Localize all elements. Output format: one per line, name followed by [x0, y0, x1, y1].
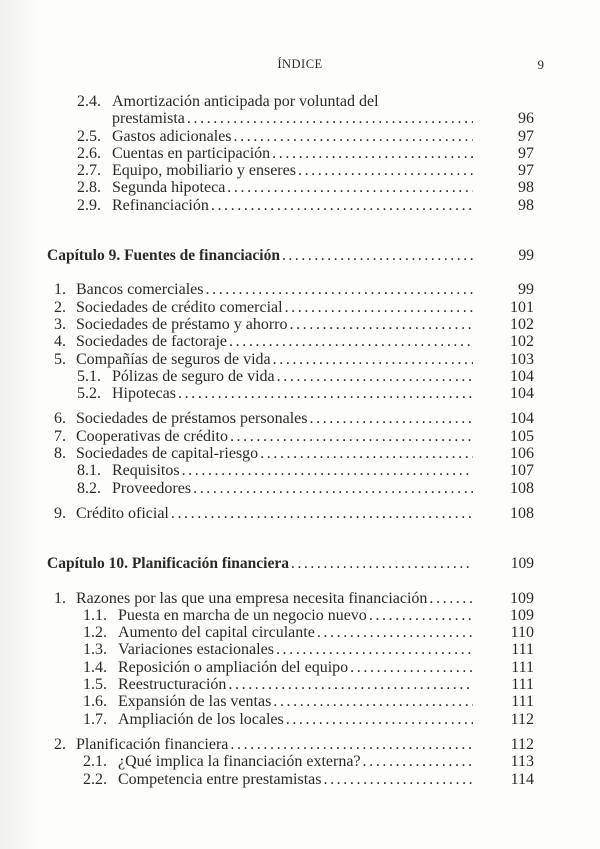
entry-number: 1.5.	[83, 676, 107, 694]
entry-page: 104	[510, 410, 534, 428]
entry-title: Sociedades de factoraje	[76, 333, 228, 351]
entry-page: 98	[518, 179, 534, 197]
page-number: 9	[537, 57, 544, 72]
toc-entry	[47, 624, 534, 641]
entry-number: 2.8.	[77, 179, 101, 197]
entry-number: 7.	[54, 427, 66, 445]
entry-page: 97	[518, 127, 534, 145]
entry-title: Sociedades de préstamo y ahorro	[76, 315, 288, 333]
entry-lead	[47, 333, 473, 350]
entry-page: 105	[510, 427, 534, 445]
entry-page: 109	[510, 589, 534, 607]
chapter-entry	[47, 555, 534, 572]
dot-leader	[307, 410, 473, 427]
entry-lead	[47, 641, 473, 658]
entry-number: 2.6.	[77, 144, 101, 162]
toc-group	[47, 505, 534, 522]
toc-entry	[47, 659, 534, 676]
dot-leader	[284, 711, 473, 728]
entry-page: 111	[511, 676, 534, 694]
dot-leader	[180, 462, 473, 479]
toc-entry	[47, 351, 534, 368]
entry-lead	[47, 351, 473, 368]
entry-title: Expansión de las ventas	[118, 693, 272, 711]
dot-leader	[427, 590, 473, 607]
entry-title: Sociedades de crédito comercial	[76, 298, 283, 316]
entry-number: 6.	[54, 410, 66, 428]
entry-lead	[47, 771, 473, 788]
entry-number: 5.	[54, 350, 66, 368]
entry-lead	[47, 607, 473, 624]
entry-title: Planificación financiera	[76, 735, 229, 753]
toc-entry	[47, 145, 534, 162]
entry-page: 108	[510, 504, 534, 522]
dot-leader	[270, 145, 473, 162]
entry-title: Gastos adicionales	[112, 127, 232, 145]
entry-number: 2.1.	[83, 753, 107, 771]
entry-lead	[47, 445, 473, 462]
toc-entry	[47, 281, 534, 298]
dot-leader	[225, 179, 473, 196]
dot-leader	[315, 624, 473, 641]
entry-lead	[47, 505, 473, 522]
entry-page: 102	[510, 315, 534, 333]
toc-entry	[47, 385, 534, 402]
entry-lead	[47, 480, 473, 497]
entry-page: 106	[510, 445, 534, 463]
entry-title: Crédito oficial	[76, 504, 169, 522]
toc-entry	[47, 505, 534, 522]
entry-title: Cooperativas de crédito	[76, 427, 228, 445]
entry-lead	[47, 428, 473, 445]
toc-entry	[47, 590, 534, 607]
entry-title: Cuentas en participación	[112, 144, 271, 162]
dot-leader	[169, 505, 473, 522]
entry-lead	[47, 693, 473, 710]
entry-number: 2.7.	[77, 162, 101, 180]
toc-entry	[47, 641, 534, 658]
entry-lead	[47, 197, 473, 214]
entry-title: Proveedores	[112, 479, 192, 497]
entry-page: 111	[511, 693, 534, 711]
entry-lead	[47, 128, 473, 145]
entry-lead	[47, 753, 473, 770]
entry-number: 5.1.	[77, 367, 101, 385]
entry-title: Competencia entre prestamistas	[118, 770, 322, 788]
entry-lead	[47, 110, 473, 127]
entry-title: Refinanciación	[112, 196, 209, 214]
entry-page: 114	[510, 770, 534, 788]
dot-leader	[271, 351, 473, 368]
entry-page: 111	[511, 641, 534, 659]
entry-number: 9.	[54, 504, 66, 522]
entry-lead	[47, 659, 473, 676]
entry-page: 111	[511, 658, 534, 676]
entry-title: Hipotecas	[112, 385, 176, 403]
toc-entry	[47, 480, 534, 497]
entry-page: 102	[510, 333, 534, 351]
dot-leader	[271, 693, 473, 710]
entry-page: 99	[518, 247, 534, 265]
dot-leader	[361, 753, 473, 770]
toc-entry	[47, 179, 534, 196]
entry-title: Amortización anticipada por voluntad del	[112, 93, 379, 110]
chapter-entry	[47, 247, 534, 264]
entry-page: 103	[510, 350, 534, 368]
entry-title: Segunda hipoteca	[112, 179, 226, 197]
entry-lead	[47, 179, 473, 196]
entry-lead	[47, 736, 473, 753]
dot-leader	[348, 659, 473, 676]
entry-lead	[47, 316, 473, 333]
entry-title: Ampliación de los locales	[118, 710, 284, 728]
entry-title: Pólizas de seguro de vida	[112, 367, 275, 385]
dot-leader	[209, 197, 473, 214]
entry-title: Reposición o ampliación del equipo	[118, 658, 349, 676]
table-of-contents	[47, 93, 534, 788]
toc-entry	[47, 607, 534, 624]
entry-number: 2.5.	[77, 127, 101, 145]
entry-number: 8.1.	[77, 462, 101, 480]
entry-lead	[47, 711, 473, 728]
entry-title: prestamista	[112, 110, 185, 128]
entry-title: Capítulo 9. Fuentes de financiación	[47, 247, 280, 265]
entry-number: 2.4.	[77, 93, 101, 110]
toc-entry	[47, 736, 534, 753]
dot-leader	[280, 247, 473, 264]
dot-leader	[176, 385, 473, 402]
entry-lead	[47, 145, 473, 162]
entry-page: 97	[518, 162, 534, 180]
entry-lead	[47, 368, 473, 385]
entry-lead	[47, 162, 473, 179]
entry-page: 104	[510, 367, 534, 385]
toc-entry	[47, 753, 534, 770]
entry-title: Bancos comerciales	[76, 281, 204, 299]
entry-lead	[47, 462, 473, 479]
toc-entry	[47, 693, 534, 710]
dot-leader	[258, 445, 473, 462]
dot-leader	[228, 428, 473, 445]
entry-number: 1.	[54, 589, 66, 607]
dot-leader	[367, 607, 473, 624]
entry-number: 3.	[54, 315, 66, 333]
toc-entry	[47, 711, 534, 728]
dot-leader	[289, 555, 473, 572]
toc-entry	[47, 162, 534, 179]
entry-number: 2.	[54, 298, 66, 316]
entry-lead	[47, 247, 473, 264]
entry-number: 1.1.	[83, 606, 107, 624]
entry-number: 4.	[54, 333, 66, 351]
dot-leader	[232, 128, 473, 145]
entry-lead	[47, 555, 473, 572]
entry-page: 112	[510, 710, 534, 728]
dot-leader	[274, 641, 473, 658]
entry-lead	[47, 299, 473, 316]
entry-title: Razones por las que una empresa necesita financiación	[76, 589, 428, 607]
toc-entry	[47, 428, 534, 445]
toc-group	[47, 410, 534, 496]
toc-group	[47, 247, 534, 264]
running-header-title: ÍNDICE	[277, 57, 323, 71]
dot-leader	[283, 299, 473, 316]
toc-entry	[47, 410, 534, 427]
entry-page: 112	[510, 735, 534, 753]
entry-title: ¿Qué implica la financiación externa?	[118, 753, 361, 771]
dot-leader	[204, 281, 474, 298]
entry-title: Requisitos	[112, 462, 180, 480]
dot-leader	[275, 368, 473, 385]
entry-title: Variaciones estacionales	[118, 641, 274, 659]
toc-entry	[47, 128, 534, 145]
entry-title: Capítulo 10. Planificación financiera	[47, 555, 289, 573]
entry-number: 2.	[54, 735, 66, 753]
entry-title: Reestructuración	[118, 676, 227, 694]
entry-page: 109	[510, 555, 534, 573]
entry-page: 98	[518, 196, 534, 214]
toc-group	[47, 281, 534, 402]
entry-number: 1.	[54, 281, 66, 299]
toc-group	[47, 93, 534, 214]
entry-page: 113	[510, 753, 534, 771]
toc-entry	[47, 676, 534, 693]
entry-number: 1.4.	[83, 658, 107, 676]
entry-page: 110	[510, 624, 534, 642]
toc-entry	[47, 333, 534, 350]
toc-entry	[47, 110, 534, 127]
entry-page: 104	[510, 385, 534, 403]
entry-number: 5.2.	[77, 385, 101, 403]
toc-entry	[47, 462, 534, 479]
entry-lead	[47, 624, 473, 641]
toc-entry	[47, 368, 534, 385]
entry-number: 1.3.	[83, 641, 107, 659]
entry-lead	[47, 676, 473, 693]
dot-leader	[226, 676, 473, 693]
toc-entry	[47, 771, 534, 788]
entry-title: Puesta en marcha de un negocio nuevo	[118, 606, 367, 624]
entry-page: 101	[510, 298, 534, 316]
entry-page: 107	[510, 462, 534, 480]
entry-number: 1.2.	[83, 624, 107, 642]
toc-entry	[47, 445, 534, 462]
entry-page: 96	[518, 110, 534, 128]
toc-entry	[47, 93, 534, 110]
entry-number: 1.7.	[83, 710, 107, 728]
toc-entry	[47, 316, 534, 333]
entry-title: Equipo, mobiliario y enseres	[112, 162, 296, 180]
toc-entry	[47, 197, 534, 214]
dot-leader	[185, 110, 473, 127]
entry-page: 109	[510, 606, 534, 624]
entry-lead	[47, 93, 473, 110]
entry-lead	[47, 590, 473, 607]
entry-lead	[47, 410, 473, 427]
entry-title: Sociedades de préstamos personales	[76, 410, 308, 428]
entry-title: Aumento del capital circulante	[118, 624, 315, 642]
dot-leader	[191, 480, 473, 497]
entry-page: 99	[518, 281, 534, 299]
scan-shadow	[0, 0, 38, 849]
entry-number: 2.9.	[77, 196, 101, 214]
entry-page: 108	[510, 479, 534, 497]
toc-entry	[47, 299, 534, 316]
dot-leader	[228, 736, 473, 753]
entry-lead	[47, 385, 473, 402]
entry-number: 8.	[54, 445, 66, 463]
toc-group	[47, 736, 534, 788]
entry-title: Compañías de seguros de vida	[76, 350, 271, 368]
dot-leader	[227, 333, 473, 350]
entry-number: 1.6.	[83, 693, 107, 711]
entry-title: Sociedades de capital-riesgo	[76, 445, 259, 463]
toc-group	[47, 590, 534, 728]
entry-lead	[47, 281, 473, 298]
dot-leader	[321, 771, 473, 788]
entry-number: 2.2.	[83, 770, 107, 788]
dot-leader	[287, 316, 473, 333]
entry-number: 8.2.	[77, 479, 101, 497]
entry-page: 97	[518, 144, 534, 162]
toc-group	[47, 555, 534, 572]
dot-leader	[296, 162, 473, 179]
